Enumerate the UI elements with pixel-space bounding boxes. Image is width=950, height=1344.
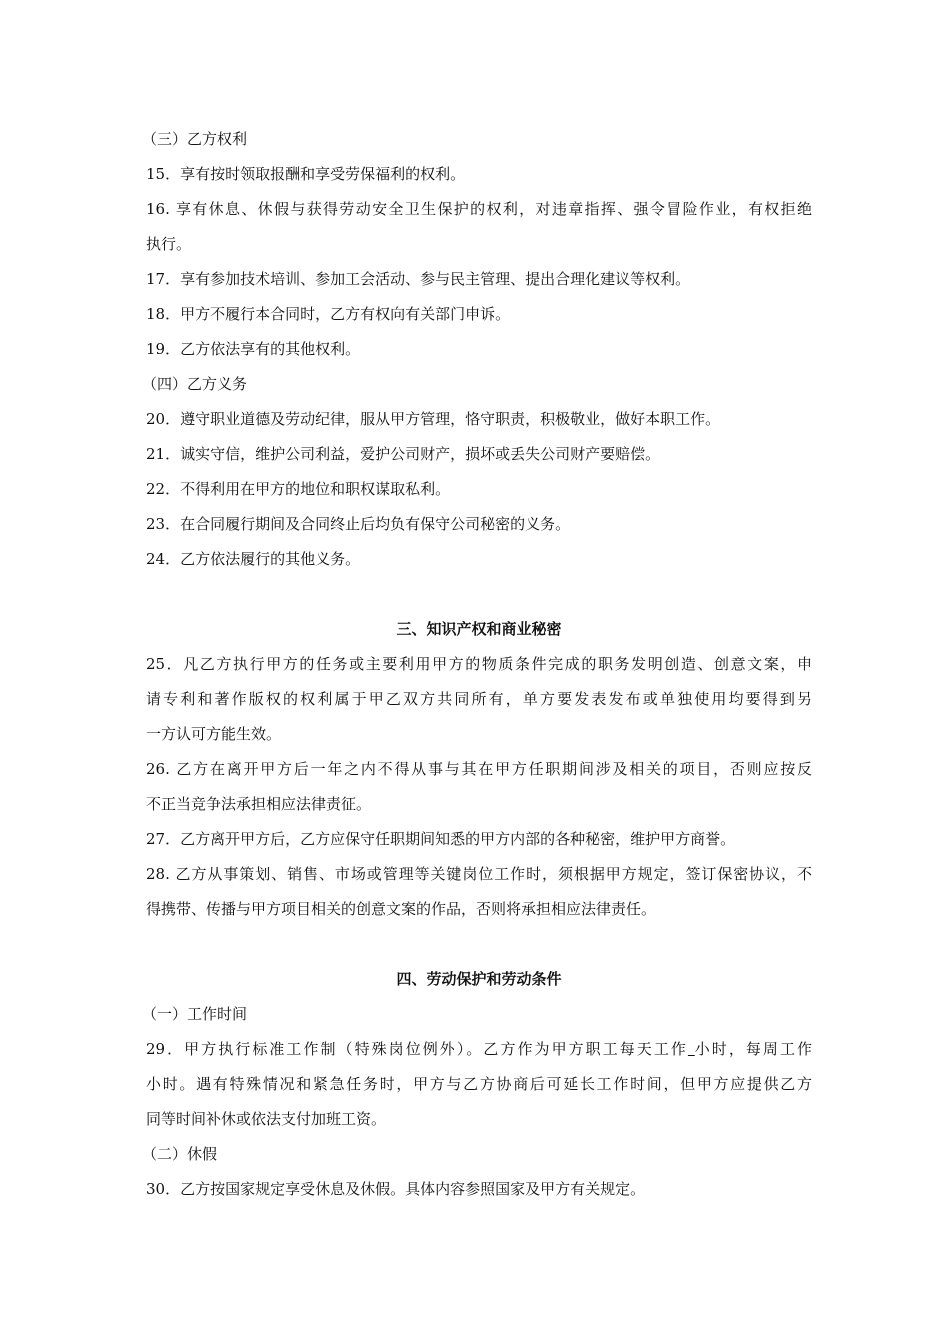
clause-28-line-2: 得携带、传播与甲方项目相关的创意文案的作品，否则将承担相应法律责任。 — [146, 900, 657, 918]
clause-29-line-1 — [146, 1032, 812, 1067]
section-subtitle-vacation: （二）休假 — [142, 1145, 218, 1163]
document-body — [142, 122, 812, 1207]
section-subtitle-party-b-duties: （四）乙方义务 — [142, 375, 248, 393]
clause-17: 17．享有参加技术培训、参加工会活动、参与民主管理、提出合理化建议等权利。 — [146, 270, 691, 288]
section-subtitle-work-hours: （一）工作时间 — [142, 1005, 248, 1023]
clause-27: 27．乙方离开甲方后，乙方应保守任职期间知悉的甲方内部的各种秘密，维护甲方商誉。 — [146, 830, 736, 848]
clause-22: 22．不得利用在甲方的地位和职权谋取私利。 — [146, 480, 451, 498]
spacer — [146, 927, 812, 962]
spacer — [146, 577, 812, 612]
clause-25-line-1: 25．凡乙方执行甲方的任务或主要利用甲方的物质条件完成的职务发明创造、创意文案，申 — [146, 655, 812, 673]
clause-16-line-2: 执行。 — [146, 235, 192, 253]
clause-29-line-3: 同等时间补休或依法支付加班工资。 — [146, 1110, 387, 1128]
clause-30: 30．乙方按国家规定享受休息及休假。具体内容参照国家及甲方有关规定。 — [146, 1180, 646, 1198]
clause-29-text-b: 小时，每周工作 — [694, 1040, 812, 1058]
clause-23: 23．在合同履行期间及合同终止后均负有保守公司秘密的义务。 — [146, 515, 571, 533]
clause-19: 19．乙方依法享有的其他权利。 — [146, 340, 361, 358]
clause-21: 21．诚实守信，维护公司利益，爱护公司财产，损坏或丢失公司财产要赔偿。 — [146, 445, 661, 463]
clause-16-line-1: 16. 享有休息、休假与获得劳动安全卫生保护的权利，对违章指挥、强令冒险作业，有权拒绝 — [146, 200, 812, 218]
clause-26-line-2: 不正当竞争法承担相应法律责征。 — [146, 795, 372, 813]
clause-24: 24．乙方依法履行的其他义务。 — [146, 550, 361, 568]
clause-25-line-2: 请专利和著作版权的权利属于甲乙双方共同所有，单方要发表发布或单独使用均要得到另 — [146, 690, 812, 708]
section-subtitle-party-b-rights: （三）乙方权利 — [142, 130, 248, 148]
clause-28-line-1: 28. 乙方从事策划、销售、市场或管理等关键岗位工作时，须根据甲方规定，签订保密协议，不 — [146, 865, 812, 883]
clause-15: 15．享有按时领取报酬和享受劳保福利的权利。 — [146, 165, 466, 183]
section-heading-ip: 三、知识产权和商业秘密 — [396, 620, 562, 638]
clause-18: 18．甲方不履行本合同时，乙方有权向有关部门申诉。 — [146, 305, 511, 323]
section-heading-labor: 四、劳动保护和劳动条件 — [396, 970, 562, 988]
hours-per-day-blank — [688, 1040, 695, 1058]
clause-29-text-a: 29．甲方执行标准工作制（特殊岗位例外）。乙方作为甲方职工每天工作 — [146, 1040, 688, 1058]
clause-29-line-2: 小时。遇有特殊情况和紧急任务时，甲方与乙方协商后可延长工作时间，但甲方应提供乙方 — [146, 1075, 812, 1093]
clause-20: 20．遵守职业道德及劳动纪律，服从甲方管理，恪守职责，积极敬业，做好本职工作。 — [146, 410, 721, 428]
clause-26-line-1: 26. 乙方在离开甲方后一年之内不得从事与其在甲方任职期间涉及相关的项目，否则应按反 — [146, 760, 812, 778]
clause-25-line-3: 一方认可方能生效。 — [146, 725, 282, 743]
